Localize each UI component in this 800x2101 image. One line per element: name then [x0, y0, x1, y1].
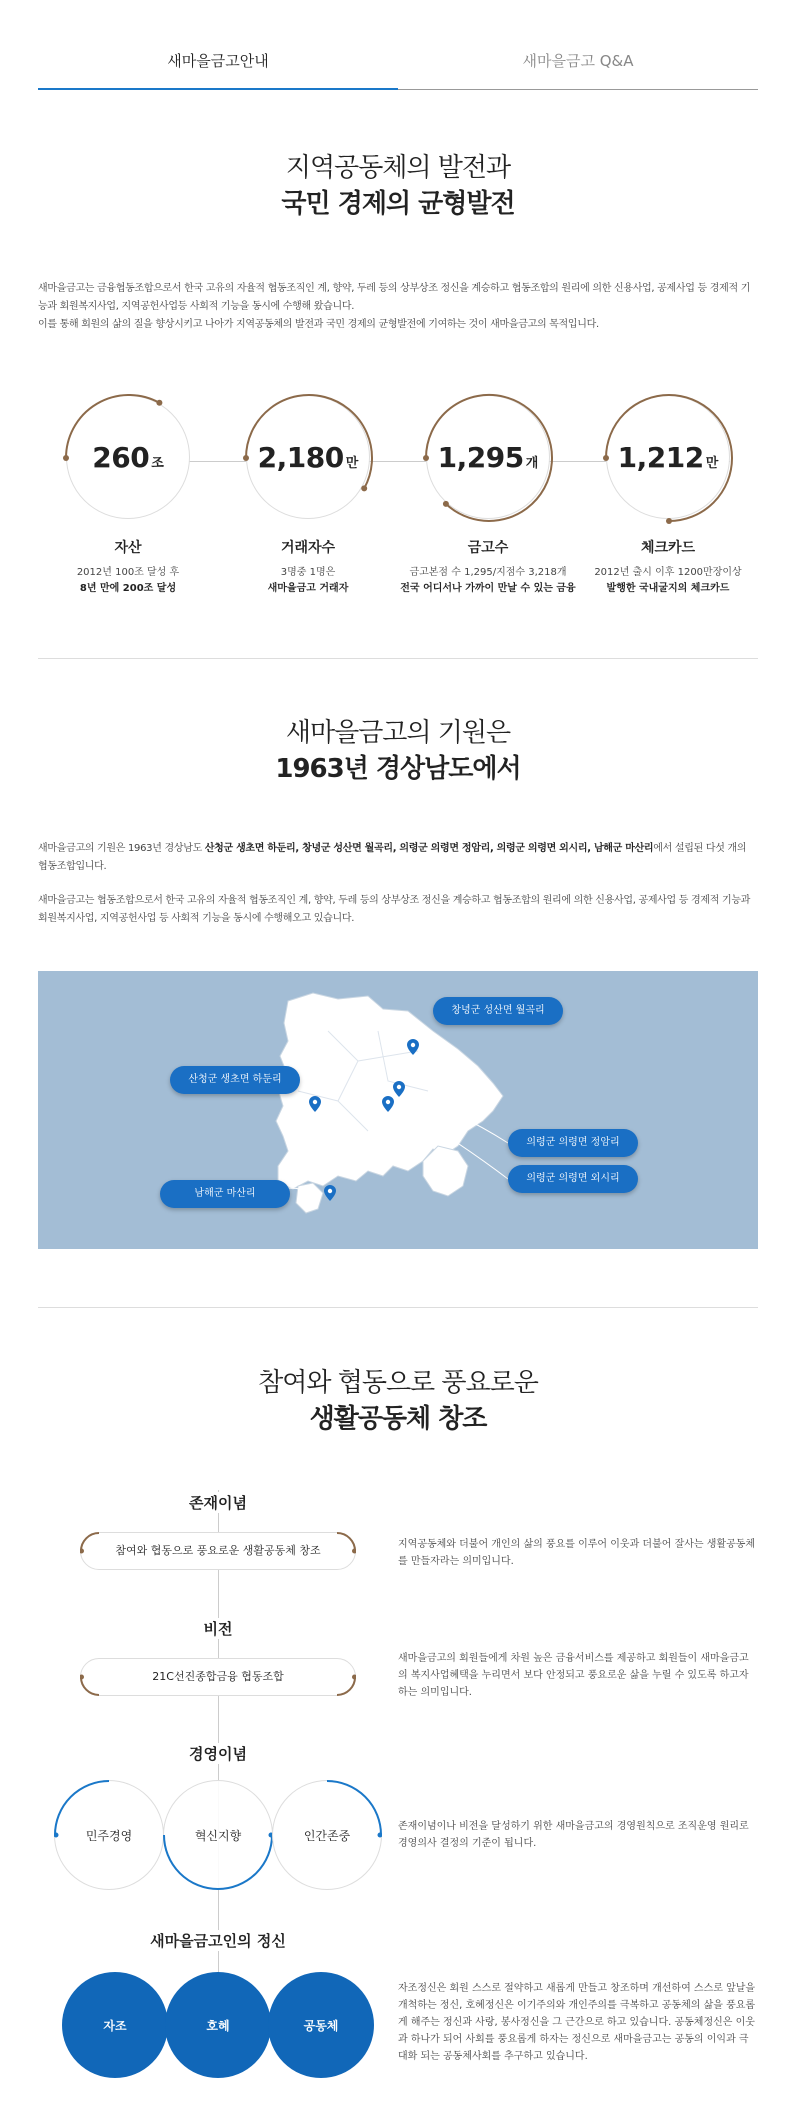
- stat-circle: [66, 395, 190, 519]
- stat-circle: [606, 395, 730, 519]
- map-pin-icon: [382, 1096, 394, 1112]
- existence-label: 존재이념: [38, 1492, 398, 1513]
- section3-title-line2: 생활공동체 창조: [309, 1404, 487, 1434]
- section2-title-line2: 1963년 경상남도에서: [275, 754, 521, 784]
- stat-number: 2,180: [257, 440, 344, 474]
- stat-item: [218, 395, 398, 597]
- diagram-vertical-line: [218, 1490, 219, 2050]
- stat-desc-line2: 발행한 국내굴지의 체크카드: [606, 583, 730, 594]
- stats-row: [38, 395, 758, 610]
- stat-description: [218, 565, 398, 597]
- stat-desc-line2: 새마을금고 거래자: [267, 583, 349, 594]
- stat-desc-line2: 전국 어디서나 가까이 만날 수 있는 금융: [400, 583, 576, 594]
- section1-title-line1: 지역공동체의 발전과: [285, 153, 511, 183]
- management-ring-democratic: [54, 1780, 164, 1890]
- map-label-oesi[interactable]: 의령군 의령면 외시리: [508, 1165, 638, 1193]
- map-label-jeongam[interactable]: 의령군 의령면 정암리: [508, 1129, 638, 1157]
- stat-description: [578, 565, 758, 597]
- stat-desc-line1: 3명중 1명은: [280, 567, 336, 578]
- stat-title: 체크카드: [640, 540, 696, 556]
- stat-number: 1,295: [437, 440, 524, 474]
- spirit-item-1: 자조: [103, 2018, 127, 2033]
- map-pin-icon: [407, 1039, 419, 1055]
- section1-description: [38, 280, 758, 334]
- spirit-desc: 자조정신은 회원 스스로 절약하고 새롭게 만들고 창조하며 개선하여 스스로 앞날을 개척하는 정신, 호혜정신은 이기주의와 개인주의를 극복하고 공동체의 삶을 풍요롭게 해주는 정신과 사랑, 봉사정신을 그 근간으로 하고 있습니다. 공동체정신은 이웃과 하나가 되어 사회를 풍요롭게 하자는 정신으로 새마을금고는 공동의 이익과 극대화 되는 공동체사회를 추구하고 있습니다.: [398, 1983, 756, 2062]
- section3-title-line1: 참여와 협동으로 풍요로운: [258, 1368, 538, 1398]
- map-pin-icon: [393, 1081, 405, 1097]
- section2-title-line1: 새마을금고의 기원은: [285, 718, 511, 748]
- stat-title: 자산: [114, 540, 142, 556]
- stat-number: 1,212: [617, 440, 704, 474]
- vision-desc: 새마을금고의 회원들에게 차원 높은 금융서비스를 제공하고 회원들이 새마을금고의 복지사업혜택을 누리면서 보다 안정되고 풍요로운 삶을 누릴 수 있도록 하고자 하는 의미입니다.: [398, 1653, 749, 1698]
- spirit-circle-reciprocity: [165, 1972, 271, 2078]
- stat-unit: 만: [345, 455, 359, 471]
- section2-description: [38, 840, 758, 928]
- tab-bar: [38, 0, 758, 90]
- stat-unit: 만: [705, 455, 719, 471]
- section2-para1-tail: 에서 설립된 다섯 개의 협동조합입니다.: [38, 843, 747, 872]
- philosophy-diagram: [38, 1490, 758, 2100]
- management-ring-respect: [272, 1780, 382, 1890]
- section1-title-line2: 국민 경제의 균형발전: [281, 189, 515, 219]
- section2-para2: 새마을금고는 협동조합으로서 한국 고유의 자율적 협동조직인 계, 향약, 두레 등의 상부상조 정신을 계승하고 협동조합의 원리에 의한 신용사업, 공제사업 등 경제적 기능과 회원복지사업, 지역공헌사업 등 사회적 기능을 동시에 수행해오고 있습니다.: [38, 895, 751, 924]
- section1-para1: 새마을금고는 금융협동조합으로서 한국 고유의 자율적 협동조직인 계, 향약, 두레 등의 상부상조 정신을 계승하고 협동조합의 원리에 의한 신용사업, 공제사업 등 경제적 기능과 회원복지사업, 지역공헌사업등 사회적 기능을 동시에 수행해 왔습니다.: [38, 283, 751, 312]
- section1-para2: 이를 통해 회원의 삶의 질을 향상시키고 나아가 지역공동체의 발전과 국민 경제의 균형발전에 기여하는 것이 새마을금고의 목적입니다.: [38, 319, 599, 330]
- section1-title: [38, 150, 758, 222]
- map-label-sancheong[interactable]: 산청군 생초면 하둔리: [170, 1066, 300, 1094]
- section2-title: [38, 715, 758, 787]
- existence-value: 참여와 협동으로 풍요로운 생활공동체 창조: [115, 1544, 321, 1557]
- stat-desc-line1: 2012년 출시 이후 1200만장이상: [594, 567, 742, 578]
- map-label-changnyeong[interactable]: 창녕군 성산면 월곡리: [433, 997, 563, 1025]
- existence-capsule: [80, 1532, 356, 1570]
- vision-capsule: [80, 1658, 356, 1696]
- spirit-circle-self-help: [62, 1972, 168, 2078]
- stat-description: [398, 565, 578, 597]
- map-pin-icon: [309, 1096, 321, 1112]
- divider: [38, 658, 758, 659]
- management-item-3: 인간존중: [303, 1828, 351, 1843]
- stat-circle: [246, 395, 370, 519]
- section2-para1: [38, 840, 758, 876]
- stat-desc-line2: 8년 만에 200조 달성: [79, 583, 177, 594]
- management-desc: 존재이념이나 비전을 달성하기 위한 새마을금고의 경영원칙으로 조직운영 원리로 경영의사 결정의 기준이 됩니다.: [398, 1821, 749, 1849]
- stat-item: [398, 395, 578, 597]
- section2-para1-places: 산청군 생초면 하둔리, 창녕군 성산면 월곡리, 의령군 의령면 정암리, 의령군 의령면 외시리, 남해군 마산리: [204, 843, 654, 854]
- section3-title: [38, 1365, 758, 1437]
- divider: [38, 1307, 758, 1308]
- stat-item: [38, 395, 218, 597]
- stat-number: 260: [92, 440, 150, 474]
- existence-desc: 지역공동체와 더불어 개인의 삶의 풍요를 이루어 이웃과 더불어 잘사는 생활공동체를 만들자라는 의미입니다.: [398, 1539, 756, 1567]
- stat-title: 금고수: [467, 540, 509, 556]
- map-pin-icon: [324, 1185, 336, 1201]
- stat-unit: 조: [151, 455, 164, 471]
- management-item-2: 혁신지향: [194, 1828, 242, 1843]
- vision-label: 비전: [38, 1618, 398, 1639]
- management-ring-innovation: [163, 1780, 273, 1890]
- stat-desc-line1: 금고본점 수 1,295/지점수 3,218개: [409, 567, 567, 578]
- management-label: 경영이념: [38, 1743, 398, 1764]
- gyeongnam-map-shape: [38, 971, 758, 1249]
- stat-item: [578, 395, 758, 597]
- stat-title: 거래자수: [280, 540, 336, 556]
- vision-value: 21C선진종합금융 협동조합: [152, 1670, 284, 1683]
- spirit-circle-community: [268, 1972, 374, 2078]
- stat-unit: 개: [525, 455, 539, 471]
- spirit-label: 새마을금고인의 정신: [38, 1930, 398, 1951]
- tab-saemaul-qna[interactable]: 새마을금고 Q&A: [398, 0, 758, 90]
- tab-saemaul-guide[interactable]: 새마을금고안내: [38, 0, 398, 90]
- stat-description: [38, 565, 218, 597]
- spirit-item-2: 호혜: [206, 2018, 230, 2033]
- origin-map: [38, 971, 758, 1249]
- management-item-1: 민주경영: [85, 1828, 133, 1843]
- stat-desc-line1: 2012년 100조 달성 후: [76, 567, 180, 578]
- section2-para1-text: 새마을금고의 기원은 1963년 경상남도: [38, 843, 205, 854]
- spirit-item-3: 공동체: [303, 2018, 339, 2033]
- map-label-namhae[interactable]: 남해군 마산리: [160, 1180, 290, 1208]
- stat-circle: [426, 395, 550, 519]
